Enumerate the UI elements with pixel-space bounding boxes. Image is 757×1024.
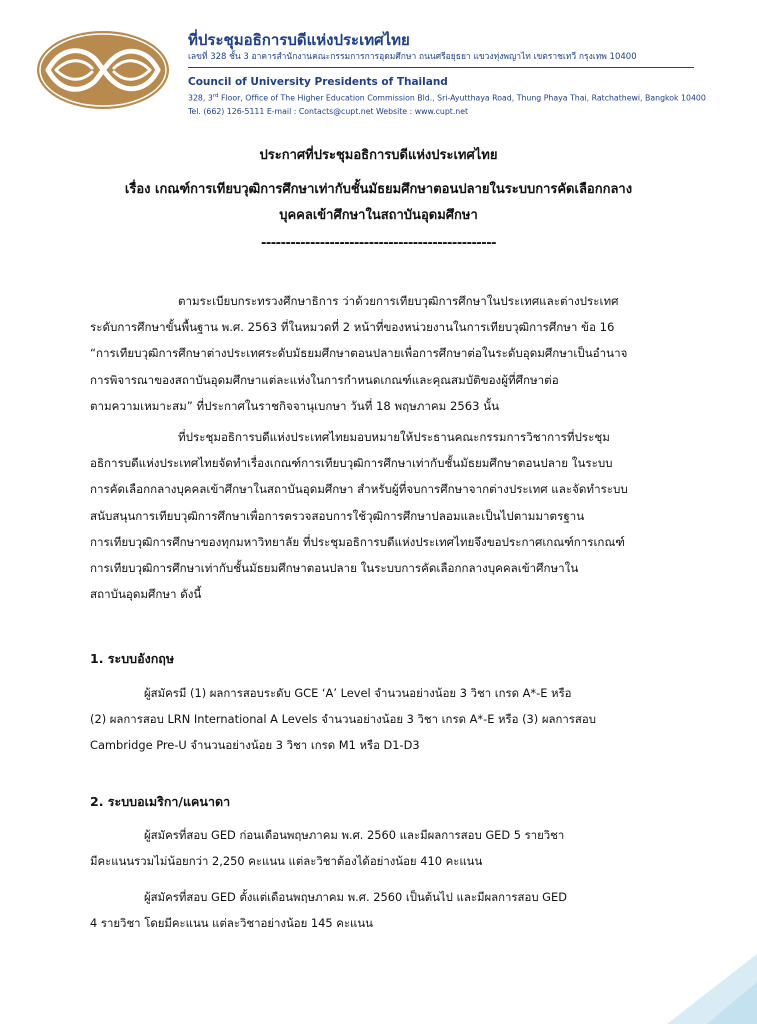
title-separator: ------------------------------------------------: [261, 236, 496, 251]
section-heading-us-canada: 2. ระบบอเมริกา/แคนาดา: [90, 794, 231, 809]
paragraph-line: การคัดเลือกกลางบุคคลเข้าศึกษาในสถาบันอุดมศึกษา สำหรับผู้ที่จบการศึกษาจากต่างประเทศ และจัดทำระบบ: [90, 482, 628, 497]
paragraph-line: อธิการบดีแห่งประเทศไทยจัดทำเรื่องเกณฑ์การเทียบวุฒิการศึกษาเท่ากับชั้นมัธยมศึกษาตอนปลาย ในระบบ: [90, 456, 613, 471]
paragraph-line: ผู้สมัครที่สอบ GED ก่อนเดือนพฤษภาคม พ.ศ. 2560 และมีผลการสอบ GED 5 รายวิชา: [144, 828, 565, 842]
paragraph-line: Cambridge Pre-U จำนวนอย่างน้อย 3 วิชา เกรด M1 หรือ D1-D3: [90, 738, 420, 752]
paragraph-assignment: [90, 424, 670, 607]
announcement-subject-cont: บุคคลเข้าศึกษาในสถาบันอุดมศึกษา: [279, 208, 478, 223]
section-us-body-2: [90, 884, 680, 936]
announcement-subject: เรื่อง เกณฑ์การเทียบวุฒิการศึกษาเท่ากับชั้นมัธยมศึกษาตอนปลายในระบบการคัดเลือกกลาง: [124, 182, 633, 197]
org-address-thai: เลขที่ 328 ชั้น 3 อาคารสำนักงานคณะกรรมการการอุดมศึกษา ถนนศรีอยุธยา แขวงทุ่งพญาไท เขตราชเทวี กรุงเทพ 10400: [188, 50, 694, 68]
paragraph-line: สนับสนุนการเทียบวุฒิการศึกษาเพื่อการตรวจสอบการใช้วุฒิการศึกษาปลอมและเป็นไปตามมาตรฐาน: [90, 508, 585, 523]
paragraph-line: ผู้สมัครที่สอบ GED ตั้งแต่เดือนพฤษภาคม พ.ศ. 2560 เป็นต้นไป และมีผลการสอบ GED: [144, 890, 567, 904]
letterhead: [188, 30, 708, 118]
paragraph-line: ตามระเบียบกระทรวงศึกษาธิการ ว่าด้วยการเทียบวุฒิการศึกษาในประเทศและต่างประเทศ: [178, 294, 619, 308]
paragraph-line: 4 รายวิชา โดยมีคะแนน แต่ละวิชาอย่างน้อย 145 คะแนน: [90, 916, 373, 930]
paragraph-line: ผู้สมัครมี (1) ผลการสอบระดับ GCE ‘A’ Level จำนวนอย่างน้อย 3 วิชา เกรด A*-E หรือ: [144, 686, 572, 700]
org-address-english: 328, 3rd Floor, Office of The Higher Education Commission Bld., Sri-Ayutthaya Road, Thung Phaya Thai, Ratchathewi, Bangkok 10400: [188, 93, 706, 103]
paragraph-line: สถาบันอุดมศึกษา ดังนี้: [90, 587, 202, 602]
paragraph-line: การเทียบวุฒิการศึกษาเท่ากับชั้นมัธยมศึกษาตอนปลาย ในระบบการคัดเลือกกลางบุคคลเข้าศึกษาใน: [90, 561, 579, 576]
paragraph-line: “การเทียบวุฒิการศึกษาต่างประเทศระดับมัธยมศึกษาตอนปลายเพื่อการศึกษาต่อในระดับอุดมศึกษาเป็นอำนาจ: [90, 346, 628, 361]
paragraph-line: ที่ประชุมอธิการบดีแห่งประเทศไทยมอบหมายให้ประธานคณะกรรมการวิชาการที่ประชุม: [178, 430, 610, 444]
paragraph-line: การพิจารณาของสถาบันอุดมศึกษาแต่ละแห่งในการกำหนดเกณฑ์และคุณสมบัติของผู้ที่ศึกษาต่อ: [90, 372, 559, 387]
corner-decoration: [667, 954, 757, 1024]
org-contact: Tel. (662) 126-5111 E-mail : Contacts@cupt.net Website : www.cupt.net: [188, 106, 469, 116]
cupt-logo: [34, 28, 172, 112]
section-uk-body: [90, 680, 680, 758]
org-name-english: Council of University Presidents of Thailand: [188, 76, 448, 88]
section-heading-uk: 1. ระบบอังกฤษ: [90, 651, 175, 666]
announcement-title: ประกาศที่ประชุมอธิการบดีแห่งประเทศไทย: [259, 148, 498, 163]
org-name-thai: ที่ประชุมอธิการบดีแห่งประเทศไทย: [188, 31, 410, 49]
paragraph-line: ตามความเหมาะสม” ที่ประกาศในราชกิจจานุเบกษา วันที่ 18 พฤษภาคม 2563 นั้น: [90, 398, 500, 413]
section-us-body-1: [90, 822, 680, 874]
paragraph-line: ระดับการศึกษาขั้นพื้นฐาน พ.ศ. 2563 ที่ในหมวดที่ 2 หน้าที่ของหน่วยงานในการเทียบวุฒิการศึกษา ข้อ 16: [90, 320, 615, 335]
paragraph-line: การเทียบวุฒิการศึกษาของทุกมหาวิทยาลัย ที่ประชุมอธิการบดีแห่งประเทศไทยจึงขอประกาศเกณฑ์การเกณฑ์: [90, 534, 625, 549]
paragraph-regulation: [90, 288, 670, 419]
paragraph-line: มีคะแนนรวมไม่น้อยกว่า 2,250 คะแนน แต่ละวิชาต้องได้อย่างน้อย 410 คะแนน: [90, 854, 483, 868]
paragraph-line: (2) ผลการสอบ LRN International A Levels จำนวนอย่างน้อย 3 วิชา เกรด A*-E หรือ (3) ผลการสอบ: [90, 712, 596, 726]
